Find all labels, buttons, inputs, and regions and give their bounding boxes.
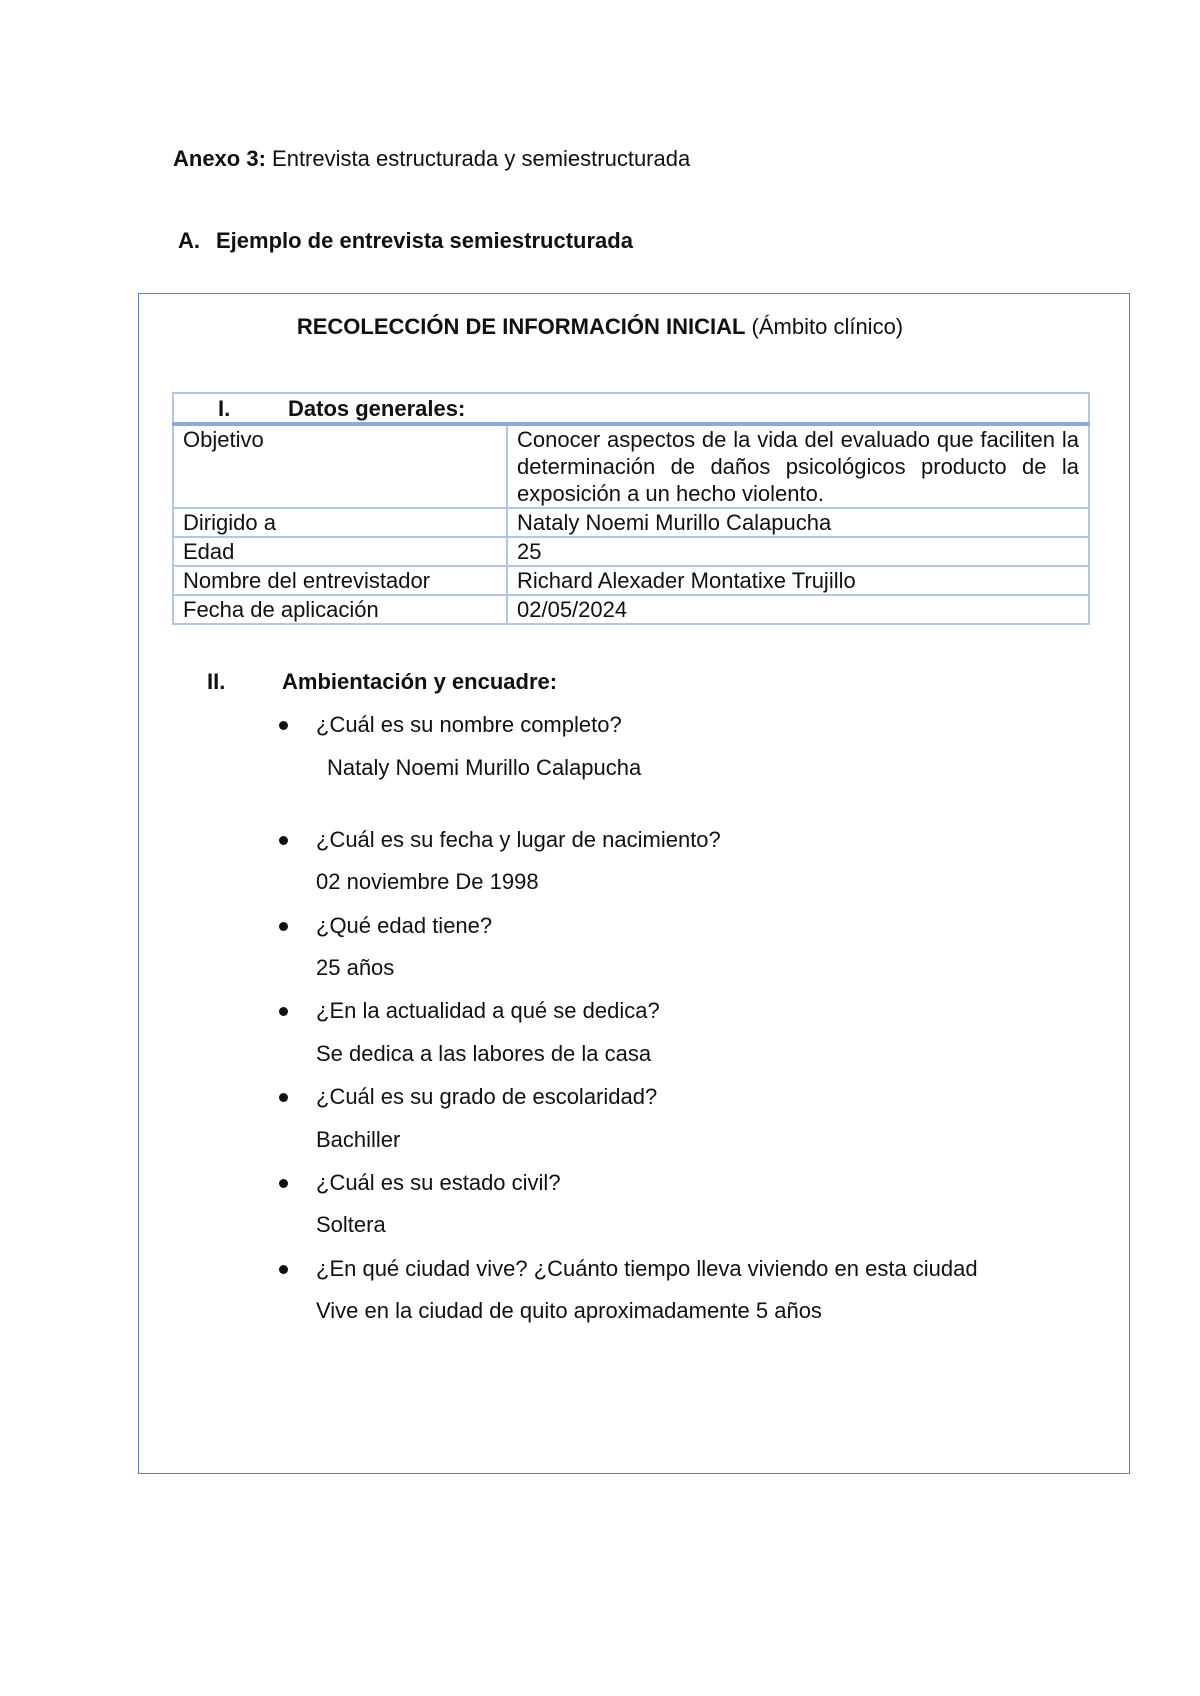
table-row-dirigido xyxy=(173,508,1089,537)
bullet-icon xyxy=(279,1265,288,1274)
row-value: Nataly Noemi Murillo Calapucha xyxy=(507,508,1089,537)
answer: Bachiller xyxy=(316,1127,401,1152)
form-title-bold: RECOLECCIÓN DE INFORMACIÓN INICIAL xyxy=(296,314,746,339)
general-data-heading: Datos generales: xyxy=(288,396,466,421)
annex-heading xyxy=(173,145,690,173)
bullet-icon xyxy=(279,1179,288,1188)
row-label: Nombre del entrevistador xyxy=(173,566,507,595)
answer: Nataly Noemi Murillo Calapucha xyxy=(327,755,642,780)
table-row-edad xyxy=(173,537,1089,566)
general-data-table xyxy=(172,392,1090,625)
row-value: 25 xyxy=(507,537,1089,566)
row-value: Richard Alexader Montatixe Trujillo xyxy=(507,566,1089,595)
question: ¿Cuál es su grado de escolaridad? xyxy=(316,1084,658,1109)
annex-label: Anexo 3: xyxy=(173,146,266,171)
row-value: 02/05/2024 xyxy=(507,595,1089,624)
table-row-entrevistador xyxy=(173,566,1089,595)
section-a-title: Ejemplo de entrevista semiestructurada xyxy=(216,228,633,253)
annex-title: Entrevista estructurada y semiestructurada xyxy=(265,146,691,171)
bullet-icon xyxy=(279,1093,288,1102)
row-label: Edad xyxy=(173,537,507,566)
form-title xyxy=(0,313,1200,341)
answer: 25 años xyxy=(316,955,395,980)
answer: Soltera xyxy=(316,1212,386,1237)
section-ii-title: Ambientación y encuadre: xyxy=(282,669,558,694)
bullet-icon xyxy=(279,721,288,730)
section-ii-heading xyxy=(207,668,557,696)
question: ¿Cuál es su nombre completo? xyxy=(316,712,622,737)
section-a-heading xyxy=(178,227,633,255)
row-label: Objetivo xyxy=(173,424,507,508)
table-row-objetivo xyxy=(173,424,1089,508)
question: ¿En qué ciudad vive? ¿Cuánto tiempo lleva viviendo en esta ciudad xyxy=(316,1256,978,1281)
general-data-header-row xyxy=(173,393,1089,424)
row-label: Fecha de aplicación xyxy=(173,595,507,624)
row-label: Dirigido a xyxy=(173,508,507,537)
general-data-header xyxy=(173,393,1089,424)
question: ¿En la actualidad a qué se dedica? xyxy=(316,998,660,1023)
answer: Se dedica a las labores de la casa xyxy=(316,1041,652,1066)
row-value: Conocer aspectos de la vida del evaluado que faciliten la determinación de daños psicológicos producto de la exposición a un hecho violento. xyxy=(507,424,1089,508)
bullet-icon xyxy=(279,836,288,845)
answer: Vive en la ciudad de quito aproximadamente 5 años xyxy=(316,1298,822,1323)
table-row-fecha xyxy=(173,595,1089,624)
section-ii-numeral: II. xyxy=(207,669,226,694)
bullet-icon xyxy=(279,1007,288,1016)
question: ¿Cuál es su fecha y lugar de nacimiento? xyxy=(316,827,721,852)
question: ¿Qué edad tiene? xyxy=(316,913,493,938)
form-title-rest: (Ámbito clínico) xyxy=(745,314,904,339)
question: ¿Cuál es su estado civil? xyxy=(316,1170,561,1195)
answer: 02 noviembre De 1998 xyxy=(316,869,539,894)
general-data-numeral: I. xyxy=(218,396,231,421)
section-a-letter: A. xyxy=(178,228,200,253)
bullet-icon xyxy=(279,922,288,931)
